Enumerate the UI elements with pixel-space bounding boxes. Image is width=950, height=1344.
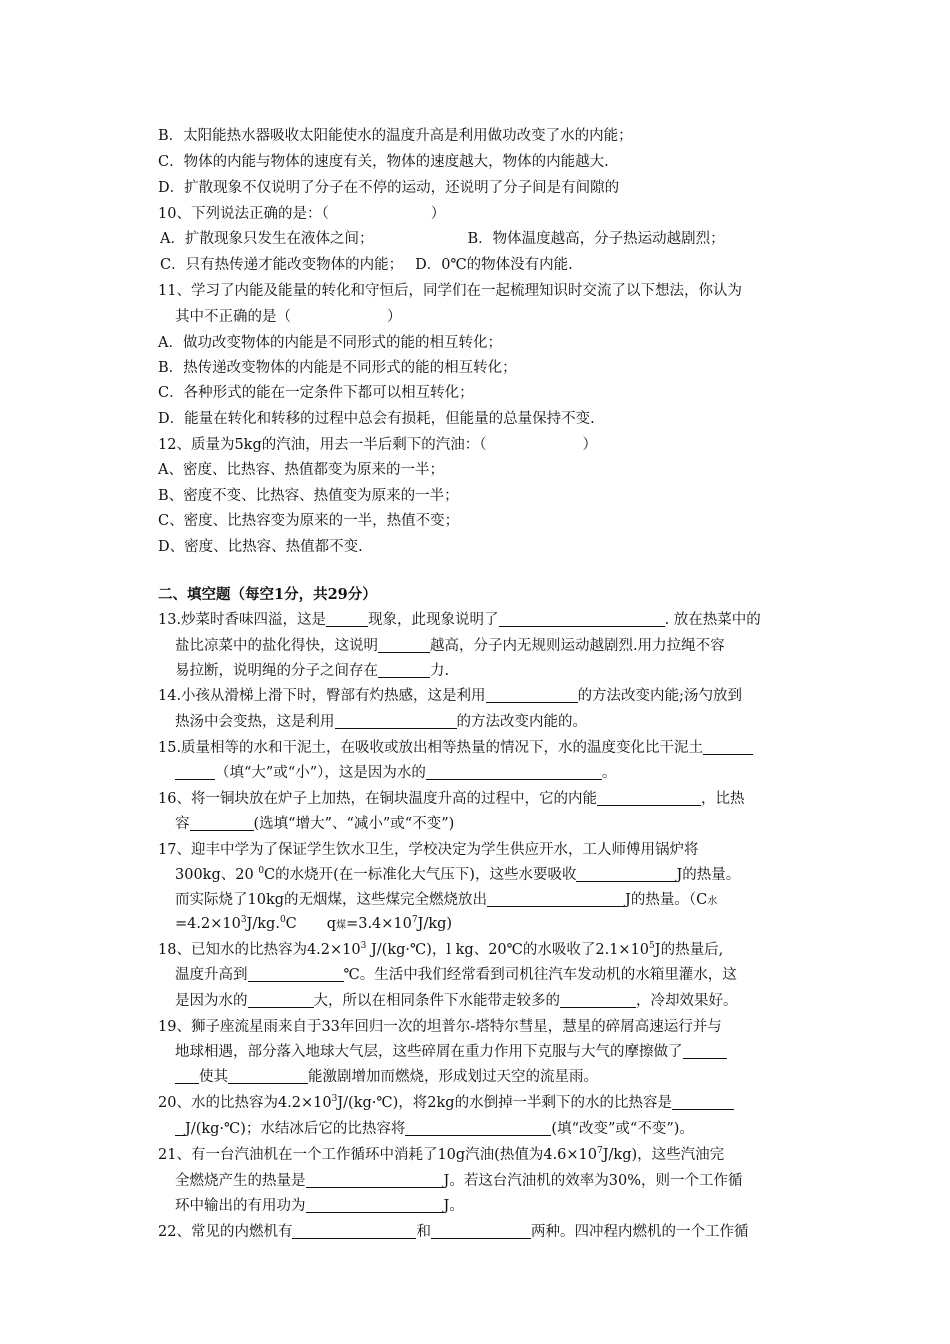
q19-line2: 地球相遇，部分落入地球大气层，这些碎屑在重力作用下克服与大气的摩擦做了 (175, 1041, 727, 1063)
q13-blank-2[interactable] (499, 612, 665, 627)
q17-line3: 而实际烧了10kg的无烟煤，这些煤完全燃烧放出 J的热量。（C水 (175, 892, 718, 908)
q15-blank-1[interactable] (703, 740, 753, 755)
q19-blank-1-cont[interactable] (175, 1069, 199, 1084)
q18-blank-1[interactable] (248, 967, 344, 982)
q22-blank-2[interactable] (431, 1224, 531, 1239)
q19-line3: 使其 能激剧增加而燃烧，形成划过天空的流星雨。 (175, 1066, 598, 1088)
q20-line2: J/(kg·℃)；水结冰后它的比热容将 (填“改变”或“不变”)。 (175, 1118, 694, 1140)
q13-blank-1[interactable] (326, 612, 368, 627)
q16-blank-1[interactable] (597, 791, 701, 806)
q12-option-d: D、密度、比热容、热值都不变. (158, 539, 363, 555)
q14-blank-2[interactable] (335, 714, 457, 729)
q14-blank-1[interactable] (486, 688, 578, 703)
q19-blank-1[interactable] (683, 1044, 727, 1059)
q10-option-d: D．0℃的物体没有内能. (415, 257, 573, 273)
section-2-title: 二、填空题（每空1分，共29分） (158, 586, 377, 603)
q14-line2: 热汤中会变热，这是利用 的方法改变内能的。 (175, 714, 587, 730)
q16-line2: 容 (选填“增大”、“减小”或“不变”) (175, 816, 455, 832)
q17-line2: 300kg、20 $^0$C的水烧开(在一标准化大气压下)，这些水要吸收 J的热量。 (175, 866, 741, 883)
q12-stem: 12、质量为5kg的汽油，用去一半后剩下的汽油：（ ） (158, 437, 597, 453)
q9-option-d: D．扩散现象不仅说明了分子在不停的运动，还说明了分子间是有间隙的 (158, 180, 620, 196)
q22-blank-1[interactable] (292, 1224, 416, 1239)
q18-line3: 是因为水的 大，所以在相同条件下水能带走较多的 ，冷却效果好。 (175, 993, 738, 1009)
q18-line2: 温度升高到 ℃。生活中我们经常看到司机往汽车发动机的水箱里灌水，这 (175, 967, 737, 983)
q16-blank-2[interactable] (190, 816, 254, 831)
q11-stem-line1: 11、学习了内能及能量的转化和守恒后，同学们在一起梳理知识时交流了以下想法，你认为 (158, 283, 742, 299)
q15-blank-1-cont[interactable] (175, 765, 215, 780)
q13-line3: 易拉断，说明绳的分子之间存在 力. (175, 663, 450, 679)
q16-line1: 16、将一铜块放在炉子上加热，在铜块温度升高的过程中，它的内能 ，比热 (158, 791, 745, 807)
q18-blank-3[interactable] (560, 993, 636, 1008)
q10-options-ab (160, 228, 725, 250)
q18-blank-2[interactable] (248, 993, 314, 1008)
q10-stem: 10、下列说法正确的是：（ ） (158, 206, 446, 222)
q17-blank-2[interactable] (487, 892, 625, 907)
q20-line1: 20、水的比热容为$4.2\times 10^3J/(kg\cdot℃)$，将2kg的水倒掉一半剩下的水的比热容是 (158, 1092, 734, 1114)
q9-option-b: B．太阳能热水器吸收太阳能使水的温度升高是利用做功改变了水的内能； (158, 128, 633, 144)
q14-line1: 14.小孩从滑梯上滑下时，臀部有灼热感，这是利用 的方法改变内能;汤勺放到 (158, 688, 742, 704)
q10-option-a: A．扩散现象只发生在液体之间； (160, 231, 374, 247)
q12-option-c: C、密度、比热容变为原来的一半，热值不变； (158, 513, 460, 529)
q10-option-b: B．物体温度越高，分子热运动越剧烈； (467, 231, 725, 247)
q15-line2: （填“大”或“小”），这是因为水的 。 (175, 762, 616, 784)
q11-stem-line2: 其中不正确的是（ ） (175, 309, 402, 325)
q18-line1: 18、已知水的比热容为$4.2\times 10^3$ J/(kg·℃)，l kg、20℃的水吸收了$2.1\times 10^5J$的热量后, (158, 941, 724, 958)
q13-line2: 盐比凉菜中的盐化得快，这说明 越高，分子内无规则运动越剧烈.用力拉绳不容 (175, 638, 725, 654)
q17-line4: $=4.2\times 10^3J/kg.^0C$ q煤$=3.4\times 10^7J/kg$) (175, 915, 453, 932)
q15-line1: 15.质量相等的水和干泥土，在吸收或放出相等热量的情况下，水的温度变化比干泥土 (158, 737, 753, 759)
q19-blank-2[interactable] (228, 1069, 308, 1084)
q11-option-c: C．各种形式的能在一定条件下都可以相互转化； (158, 385, 474, 401)
q22-line1: 22、常见的内燃机有 和 两种。四冲程内燃机的一个工作循 (158, 1224, 749, 1240)
q20-blank-2[interactable] (405, 1121, 551, 1136)
q17-line1: 17、迎丰中学为了保证学生饮水卫生，学校决定为学生供应开水，工人师傅用锅炉将 (158, 842, 699, 858)
q21-line2: 全燃烧产生的热量是 J。若这台汽油机的效率为30%，则一个工作循 (175, 1173, 743, 1189)
q12-option-a: A、密度、比热容、热值都变为原来的一半； (158, 462, 444, 478)
q11-option-a: A．做功改变物体的内能是不同形式的能的相互转化； (158, 335, 502, 351)
q11-option-d: D．能量在转化和转移的过程中总会有损耗，但能量的总量保持不变. (158, 411, 595, 427)
q15-blank-2[interactable] (426, 765, 602, 780)
q12-option-b: B、密度不变、比热容、热值变为原来的一半； (158, 488, 459, 504)
q13-line1: 13.炒菜时香味四溢，这是 现象，此现象说明了 . 放在热菜中的 (158, 612, 761, 628)
q21-blank-1[interactable] (306, 1173, 444, 1188)
q10-options-cd (160, 254, 573, 276)
q13-blank-3[interactable] (378, 638, 430, 653)
q17-blank-1[interactable] (576, 867, 676, 882)
q13-blank-4[interactable] (378, 663, 430, 678)
q21-blank-2[interactable] (306, 1198, 444, 1213)
q20-blank-1-cont[interactable] (175, 1121, 185, 1136)
q11-option-b: B．热传递改变物体的内能是不同形式的能的相互转化； (158, 360, 517, 376)
q10-option-c: C．只有热传递才能改变物体的内能； (160, 257, 404, 273)
q21-line3: 环中输出的有用功为 J。 (175, 1198, 464, 1214)
q21-line1: 21、有一台汽油机在一个工作循环中消耗了10g汽油(热值为$4.6\times 10^7J/kg$)，这些汽油完 (158, 1146, 725, 1163)
q20-blank-1[interactable] (672, 1095, 734, 1110)
q9-option-c: C．物体的内能与物体的速度有关，物体的速度越大，物体的内能越大. (158, 154, 609, 170)
q19-line1: 19、狮子座流星雨来自于33年回归一次的坦普尔-塔特尔彗星，慧星的碎屑高速运行并与 (158, 1019, 722, 1035)
